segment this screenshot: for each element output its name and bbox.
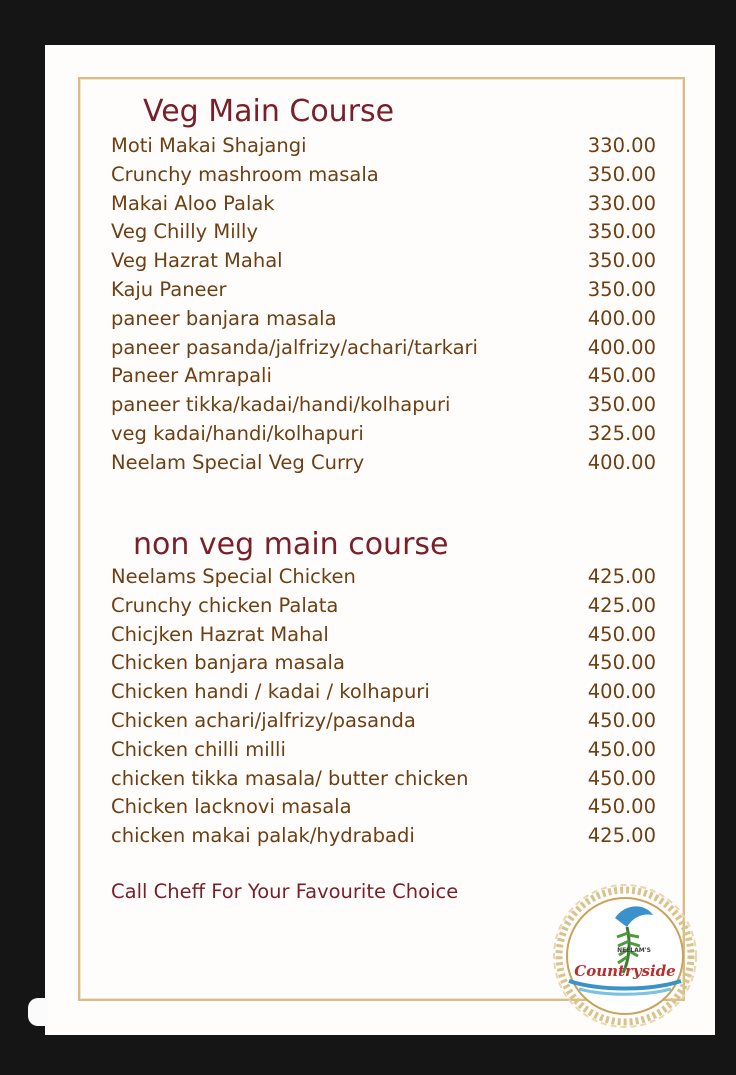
menu-item-name: Chicken lacknovi masala	[111, 795, 352, 819]
menu-item-price: 330.00	[587, 134, 656, 157]
menu-item-row	[111, 422, 656, 446]
menu-item-name: Kaju Paneer	[111, 278, 227, 301]
menu-item-price: 400.00	[587, 306, 656, 330]
menu-item-price: 450.00	[587, 737, 656, 761]
menu-item-price: 450.00	[587, 709, 656, 732]
menu-item-price: 350.00	[587, 393, 656, 417]
menu-item-name: chicken makai palak/hydrabadi	[111, 824, 415, 848]
menu-item-row	[111, 192, 656, 216]
menu-item-name: Neelams Special Chicken	[111, 565, 356, 588]
menu-item-row	[111, 451, 656, 475]
menu-item-row	[111, 249, 656, 273]
menu-item-name: Chicken achari/jalfrizy/pasanda	[111, 709, 416, 732]
menu-item-name: Crunchy mashroom masala	[111, 162, 379, 186]
menu-item-row	[111, 307, 656, 331]
menu-item-price: 350.00	[587, 162, 656, 186]
menu-item-price: 425.00	[587, 593, 656, 617]
veg-section-title: Veg Main Course	[143, 94, 395, 129]
menu-item-row	[111, 393, 656, 417]
menu-item-price: 450.00	[587, 651, 656, 675]
menu-item-row	[111, 163, 656, 187]
menu-item-name: paneer banjara masala	[111, 306, 337, 330]
menu-item-name: Chicjken Hazrat Mahal	[111, 622, 329, 646]
menu-item-name: Chicken chilli milli	[111, 737, 286, 761]
menu-item-name: Chicken banjara masala	[111, 651, 345, 675]
menu-item-price: 450.00	[587, 766, 656, 790]
menu-item-name: Chicken handi / kadai / kolhapuri	[111, 680, 430, 704]
menu-item-price: 330.00	[587, 191, 656, 215]
logo-brand-text: Countryside	[574, 962, 676, 980]
menu-item-price: 400.00	[587, 450, 656, 474]
nonveg-section-title: non veg main course	[133, 527, 449, 562]
menu-item-row	[111, 336, 656, 360]
menu-item-row	[111, 738, 656, 762]
menu-item-row	[111, 651, 656, 675]
menu-item-row	[111, 623, 656, 647]
menu-item-row	[111, 594, 656, 618]
logo-small-text: NEELAM'S	[617, 947, 651, 954]
menu-item-row	[111, 134, 656, 158]
menu-item-price: 450.00	[587, 622, 656, 646]
menu-item-price: 450.00	[587, 364, 656, 388]
menu-item-name: chicken tikka masala/ butter chicken	[111, 766, 469, 790]
menu-item-name: Moti Makai Shajangi	[111, 134, 307, 157]
menu-item-row	[111, 680, 656, 704]
menu-item-price: 425.00	[587, 565, 656, 588]
menu-item-price: 400.00	[587, 335, 656, 359]
menu-item-name: Veg Chilly Milly	[111, 220, 258, 244]
menu-item-row	[111, 278, 656, 302]
menu-item-row	[111, 709, 656, 733]
menu-item-name: paneer pasanda/jalfrizy/achari/tarkari	[111, 335, 478, 359]
menu-item-price: 325.00	[587, 422, 656, 445]
menu-item-row	[111, 824, 656, 848]
menu-item-name: veg kadai/handi/kolhapuri	[111, 422, 364, 445]
menu-item-row	[111, 565, 656, 589]
menu-item-name: Paneer Amrapali	[111, 364, 272, 388]
menu-item-price: 400.00	[587, 680, 656, 704]
menu-item-price: 350.00	[587, 278, 656, 301]
menu-item-name: Crunchy chicken Palata	[111, 593, 339, 617]
menu-item-name: paneer tikka/kadai/handi/kolhapuri	[111, 393, 451, 417]
menu-item-name: Veg Hazrat Mahal	[111, 249, 283, 273]
menu-item-row	[111, 220, 656, 244]
page-tab	[28, 998, 48, 1026]
menu-item-price: 425.00	[587, 824, 656, 848]
menu-item-name: Neelam Special Veg Curry	[111, 450, 365, 474]
menu-item-row	[111, 795, 656, 819]
menu-item-price: 350.00	[587, 249, 656, 273]
menu-item-price: 350.00	[587, 220, 656, 244]
menu-item-price: 450.00	[587, 795, 656, 819]
menu-item-name: Makai Aloo Palak	[111, 191, 275, 215]
menu-item-row	[111, 767, 656, 791]
menu-item-row	[111, 364, 656, 388]
footer-note: Call Cheff For Your Favourite Choice	[111, 880, 459, 903]
